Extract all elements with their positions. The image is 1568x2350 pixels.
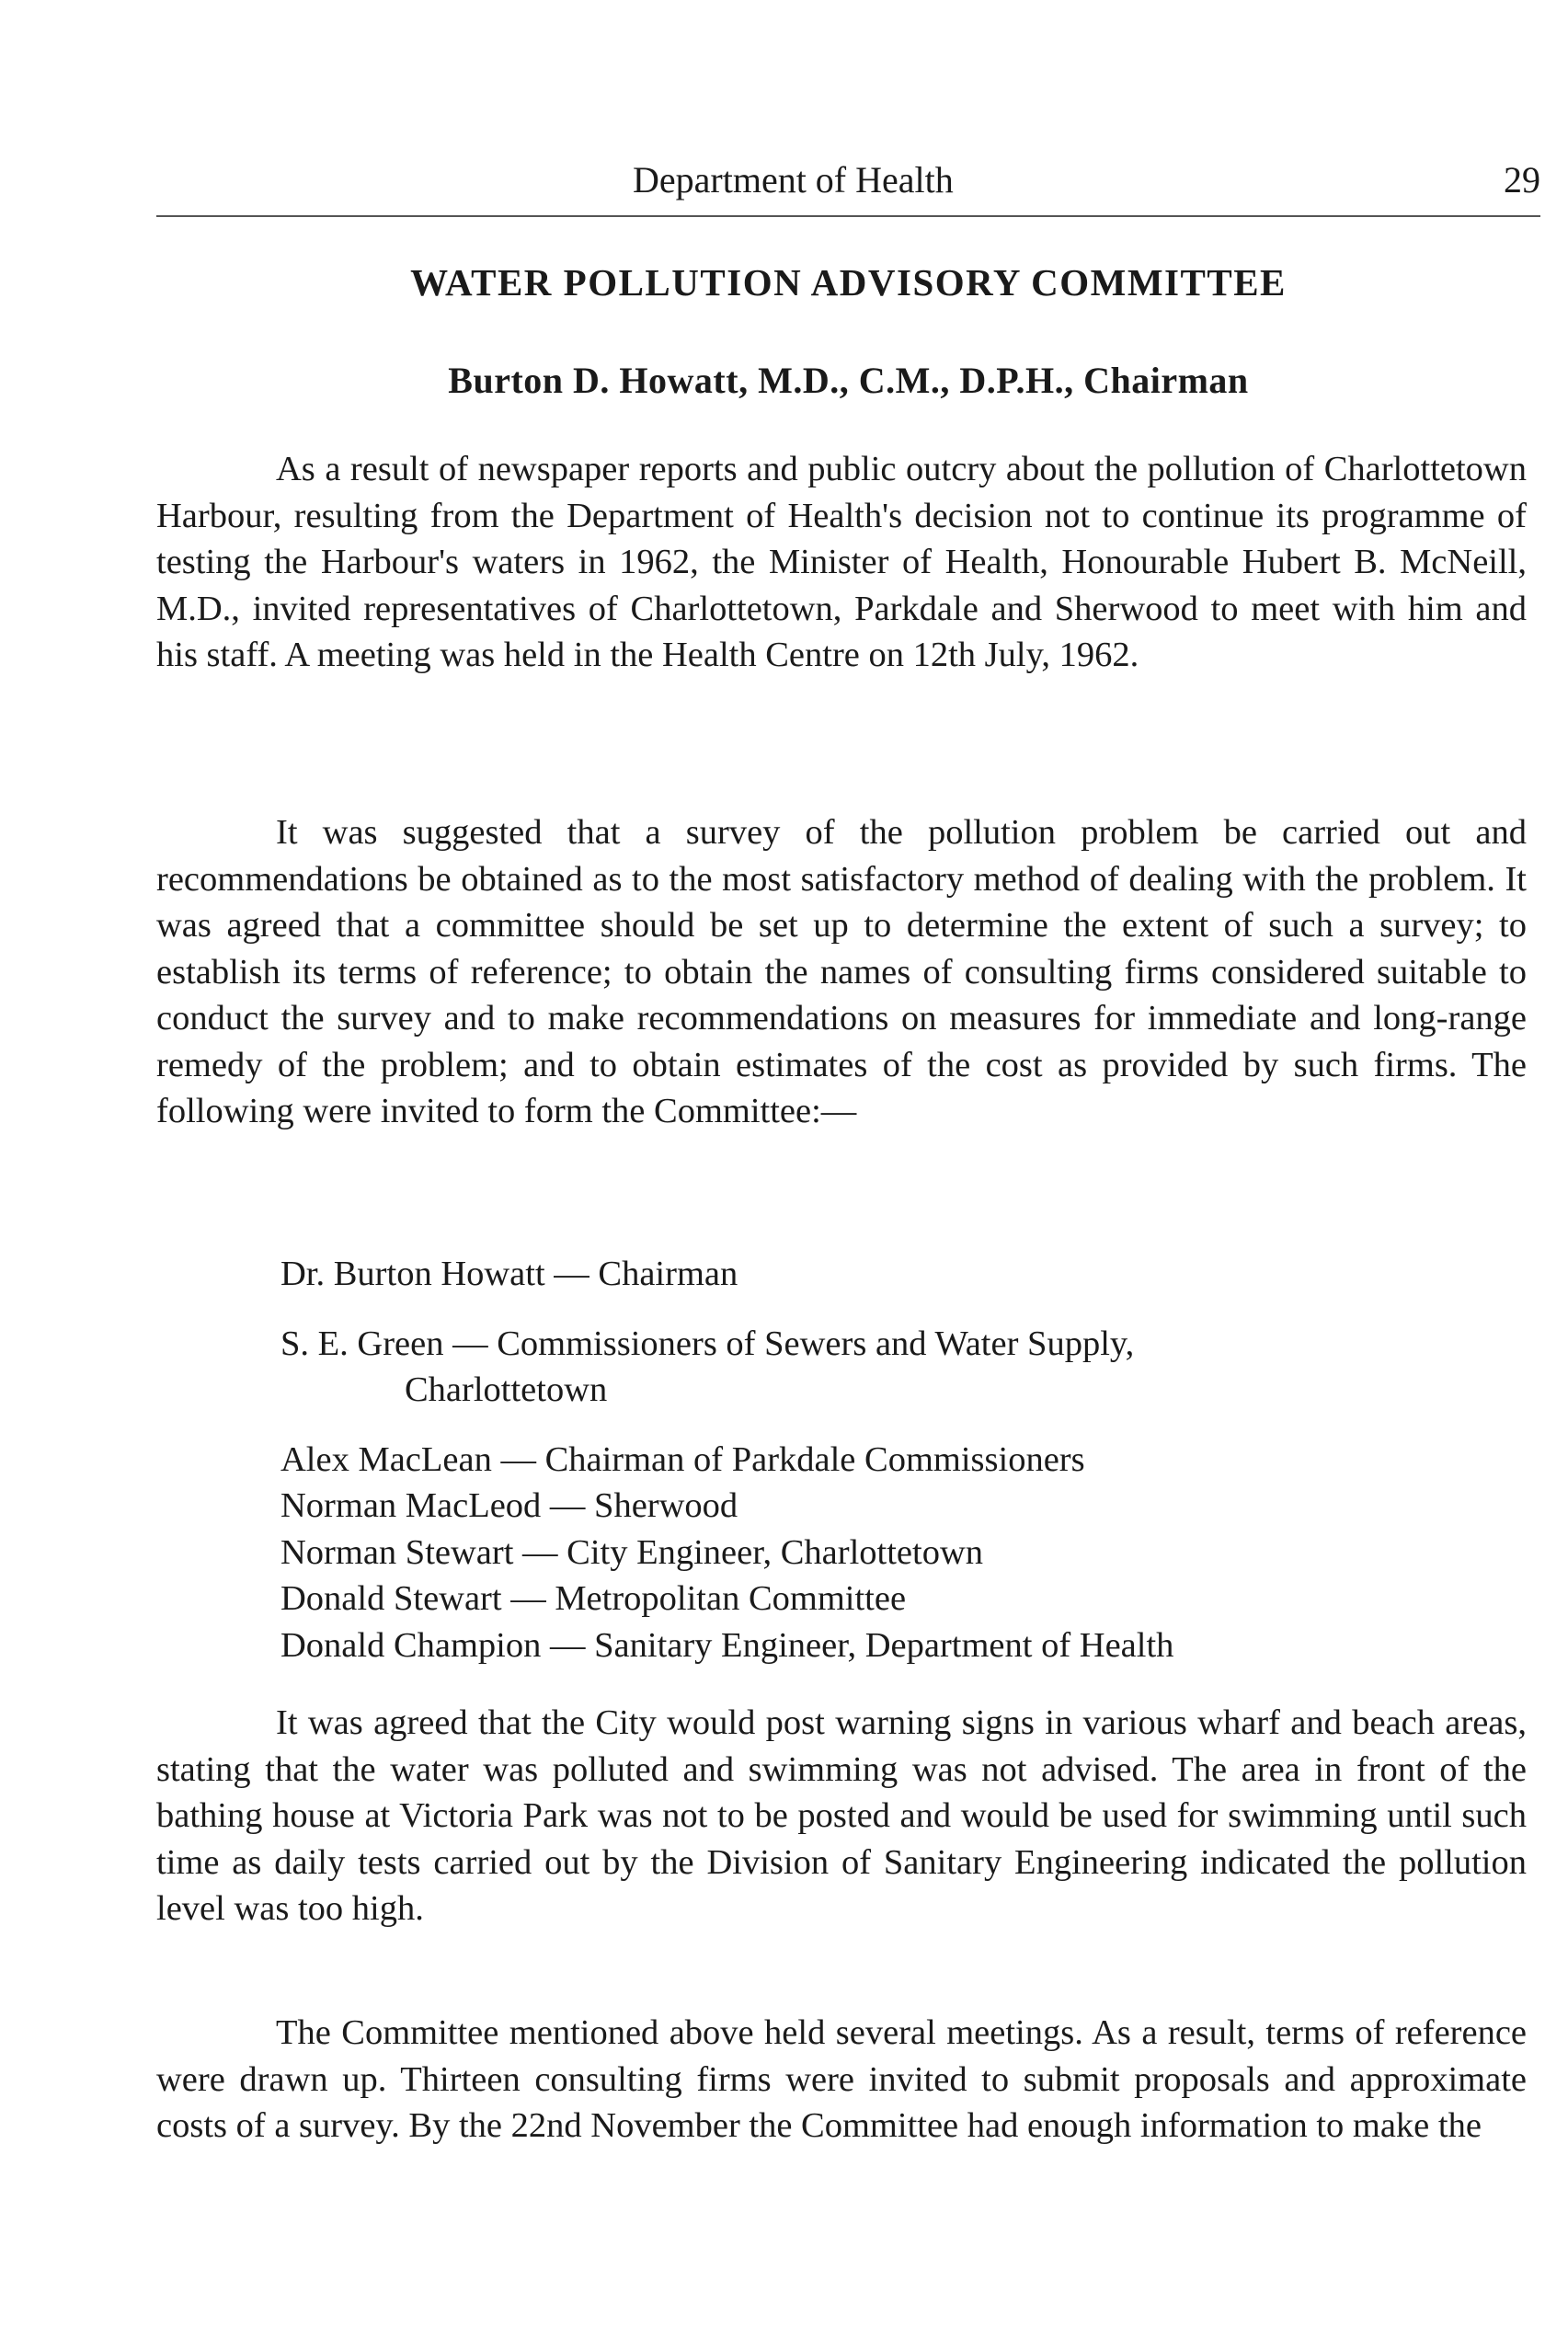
member-line-continuation: Charlottetown [405, 1370, 608, 1409]
member-line: Norman Stewart — City Engineer, Charlottetown [280, 1532, 984, 1572]
member-line: Norman MacLeod — Sherwood [280, 1486, 738, 1525]
member-entry [280, 1530, 1531, 1576]
paragraph: The Committee mentioned above held several meetings. As a result, terms of reference were drawn up. Thirteen consulting firms were invited to submit proposals and approximate costs of a survey. By the 22nd November the Committee had enough information to make the [156, 2013, 1527, 2145]
member-line: Dr. Burton Howatt — Chairman [280, 1255, 738, 1293]
header-rule [156, 215, 1540, 217]
page-number: 29 [1504, 159, 1540, 201]
member-entry [280, 1483, 1531, 1530]
paragraph: It was suggested that a survey of the pollution problem be carried out and recommendations be obtained as to the most satisfactory method of dealing with the problem. It was agreed that a committee should be set up to determine the extent of such a survey; to establish its terms of reference; to obtain the names of consulting firms considered suitable to conduct the survey and to make recommendations on measures for immediate and long-range remedy of the problem; and to obtain estimates of the cost as provided by such firms. The following were invited to form the Committee:— [156, 813, 1527, 1130]
committee-member-list [280, 1251, 1531, 1668]
running-header [156, 155, 1540, 210]
member-entry [280, 1321, 1531, 1414]
section-heading: WATER POLLUTION ADVISORY COMMITTEE [410, 261, 1287, 304]
member-line: S. E. Green — Commissioners of Sewers and Water Supply, [280, 1324, 1135, 1363]
member-entry [280, 1437, 1531, 1484]
member-entry [280, 1576, 1531, 1622]
header-title: Department of Health [633, 159, 954, 201]
paragraph: It was agreed that the City would post warning signs in various wharf and beach areas, stating that the water was polluted and swimming was not advised. The area in front of the bathing house at Victoria Park was not to be posted and would be used for swimming until such time as daily tests carried out by the Division of Sanitary Engineering indicated the pollution level was too high. [156, 1703, 1527, 1928]
member-line: Donald Champion — Sanitary Engineer, Department of Health [280, 1625, 1174, 1665]
paragraph: As a result of newspaper reports and public outcry about the pollution of Charlottetown Harbour, resulting from the Department of Health's decision not to continue its programme of testing the Harbour's waters in 1962, the Minister of Health, Honourable Hubert B. McNeill, M.D., invited representatives of Charlottetown, Parkdale and Sherwood to meet with him and his staff. A meeting was held in the Health Centre on 12th July, 1962. [156, 450, 1527, 674]
member-entry [280, 1622, 1531, 1669]
member-line: Alex MacLean — Chairman of Parkdale Commissioners [280, 1439, 1085, 1479]
member-entry [280, 1251, 1531, 1298]
chairman-line: Burton D. Howatt, M.D., C.M., D.P.H., Chairman [448, 360, 1249, 401]
member-line: Donald Stewart — Metropolitan Committee [280, 1579, 907, 1618]
